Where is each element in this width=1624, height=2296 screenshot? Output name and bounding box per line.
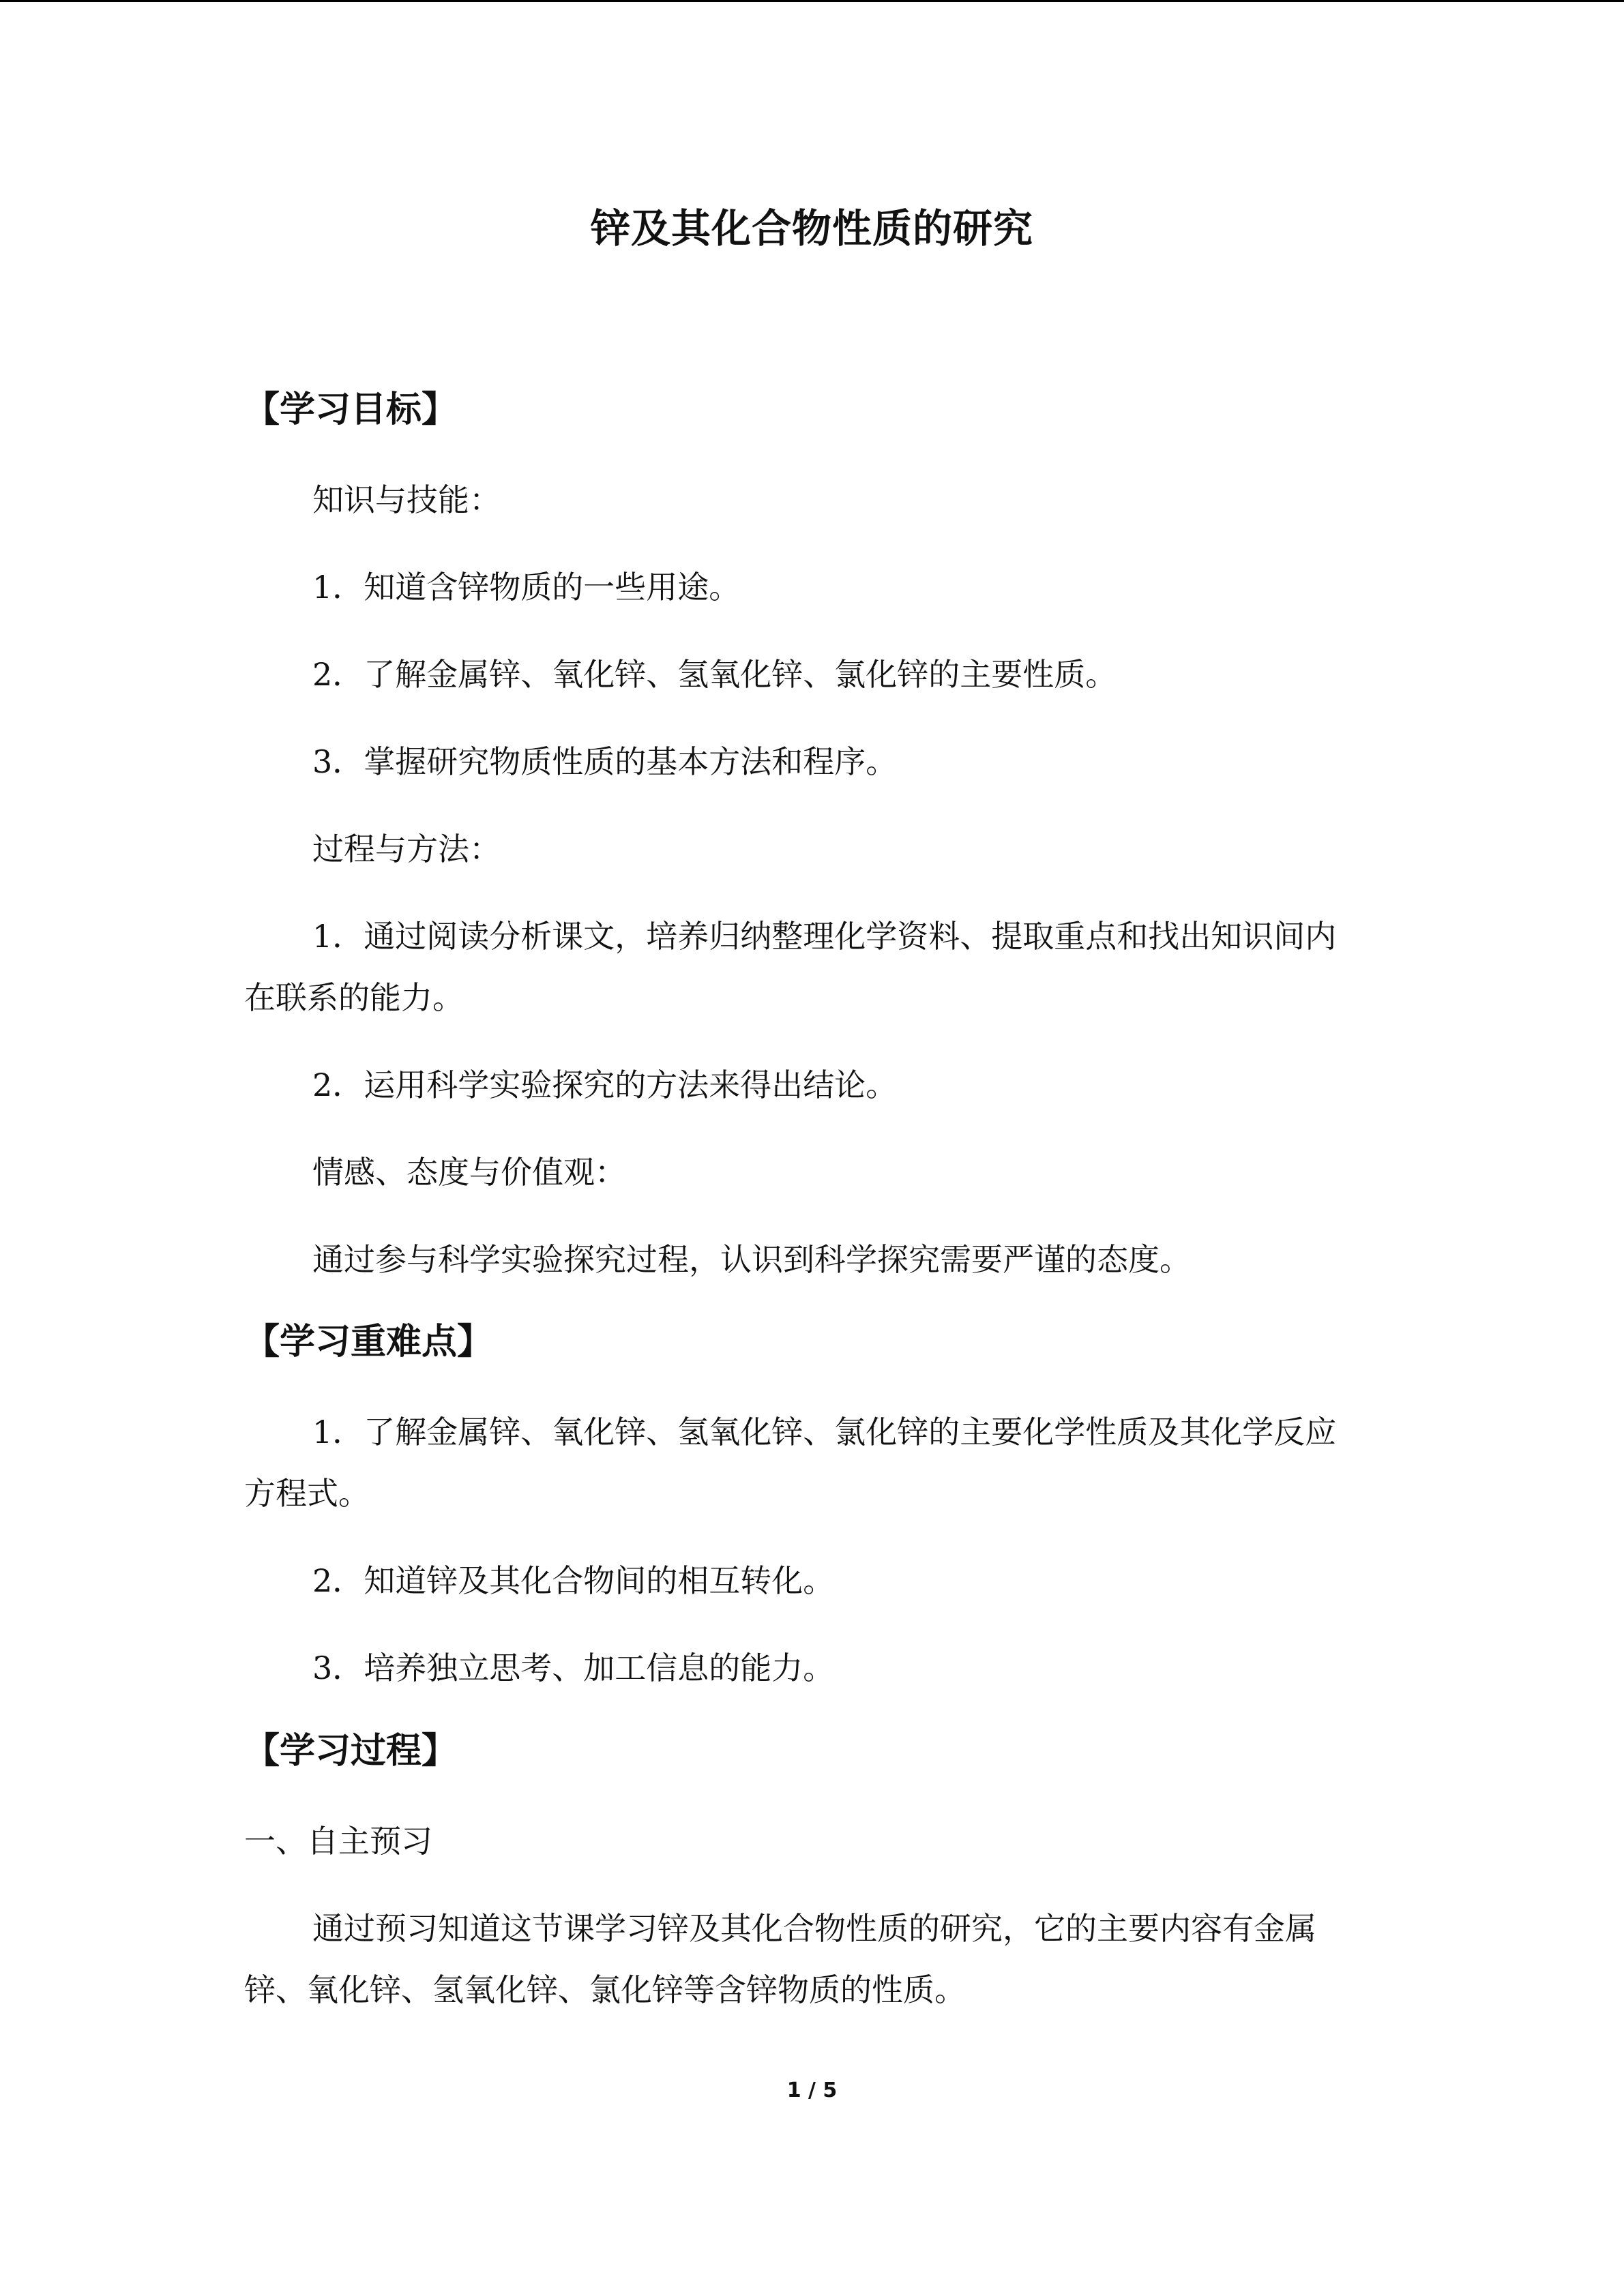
attitude-text: 通过参与科学实验探究过程，认识到科学探究需要严谨的态度。 [312, 1241, 1191, 1278]
document-title: 锌及其化合物性质的研究 [590, 205, 1033, 252]
process-item-1-line-2: 在联系的能力。 [244, 979, 464, 1016]
process-methods-label: 过程与方法： [312, 831, 501, 867]
keypoint-1-line-1: 1．了解金属锌、氧化锌、氢氧化锌、氯化锌的主要化学性质及其化学反应 [312, 1414, 1337, 1450]
preview-line-1: 通过预习知道这节课学习锌及其化合物性质的研究，它的主要内容有金属 [312, 1910, 1316, 1947]
process-item-2: 2．运用科学实验探究的方法来得出结论。 [312, 1067, 898, 1103]
knowledge-item-3: 3．掌握研究物质性质的基本方法和程序。 [312, 743, 898, 780]
knowledge-item-1: 1．知道含锌物质的一些用途。 [312, 569, 741, 606]
keypoint-3: 3．培养独立思考、加工信息的能力。 [312, 1650, 835, 1686]
attitude-values-label: 情感、态度与价值观： [312, 1154, 626, 1191]
keypoint-1-line-2: 方程式。 [244, 1475, 370, 1512]
preview-line-2: 锌、氧化锌、氢氧化锌、氯化锌等含锌物质的性质。 [244, 1971, 966, 2008]
section-heading-keypoints: 【学习重难点】 [244, 1322, 493, 1362]
process-item-1-line-1: 1．通过阅读分析课文，培养归纳整理化学资料、提取重点和找出知识间内 [312, 918, 1337, 955]
section-heading-process: 【学习过程】 [244, 1731, 458, 1772]
section-heading-objectives: 【学习目标】 [244, 389, 458, 430]
knowledge-skills-label: 知识与技能： [312, 481, 501, 518]
knowledge-item-2: 2．了解金属锌、氧化锌、氢氧化锌、氯化锌的主要性质。 [312, 656, 1117, 693]
page-number: 1 / 5 [786, 2078, 838, 2102]
keypoint-2: 2．知道锌及其化合物间的相互转化。 [312, 1562, 835, 1599]
subsection-self-preview: 一、自主预习 [244, 1823, 432, 1860]
